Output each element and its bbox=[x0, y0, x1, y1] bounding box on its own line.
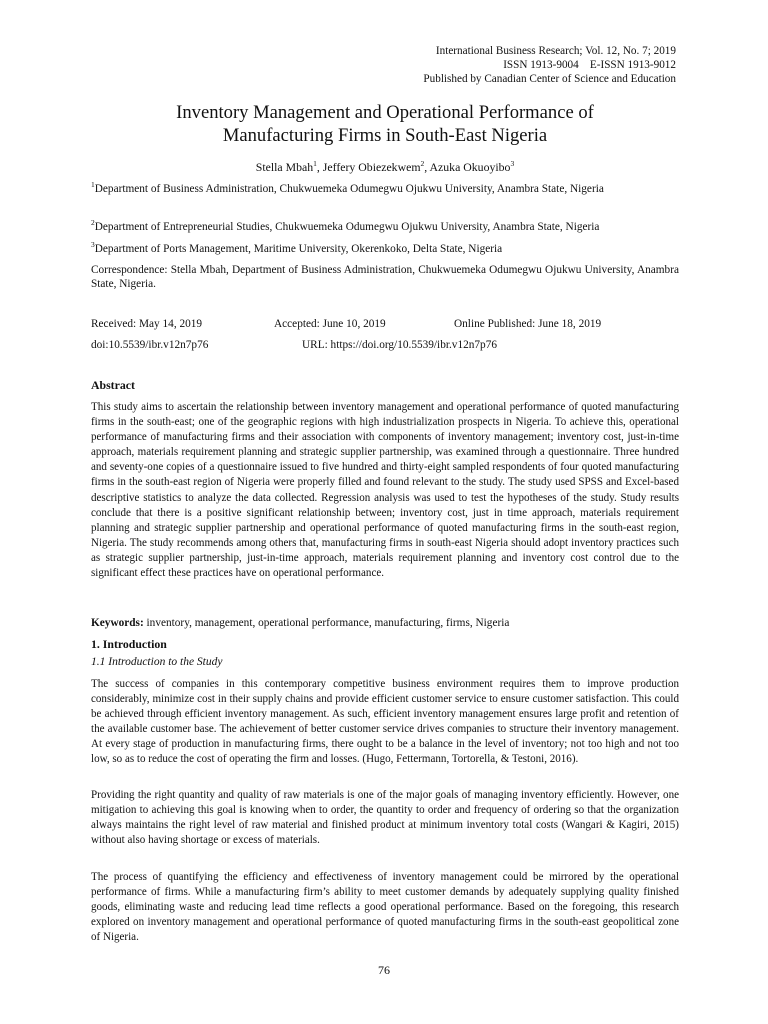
affiliation-3-num: 3 bbox=[91, 240, 95, 250]
page-number: 76 bbox=[378, 963, 390, 977]
author-2: , Jeffery Obiezekwem bbox=[316, 160, 421, 174]
journal-header bbox=[423, 44, 676, 86]
correspondence: Correspondence: Stella Mbah, Department of Business Administration, Chukwuemeka Odumegwu Ojukwu University, Anambra State, Nigeria. bbox=[91, 264, 679, 290]
title-line-2: Manufacturing Firms in South-East Nigeria bbox=[222, 125, 548, 146]
section-1-1-heading: 1.1 Introduction to the Study bbox=[91, 656, 223, 668]
keywords-text: inventory, management, operational performance, manufacturing, firms, Nigeria bbox=[143, 617, 510, 629]
affiliation-1-num: 1 bbox=[91, 180, 95, 190]
author-3: , Azuka Okuoyibo bbox=[424, 160, 511, 174]
affiliation-3 bbox=[91, 242, 679, 256]
intro-paragraph-1: The success of companies in this contemporary competitive business environment requires them to improve production considerably, minimize cost in their supply chains and provide efficient customer service to ensure customer satisfaction. This could be achieved through efficient inventory management. As such, efficient inventory management ensures large profit and retention of the available customer base. The achievement of better customer service drives companies to structure their inventory management. At every stage of production in manufacturing firms, there ought to be a balance in the level of inventory; not too high and not too low, so as to reduce the cost of operating the firm and losses. (Hugo, Fettermann, Tortorella, & Testoni, 2016). bbox=[91, 678, 679, 766]
online-date: Online Published: June 18, 2019 bbox=[454, 318, 602, 330]
paper-title bbox=[91, 101, 679, 147]
author-3-affil: 3 bbox=[510, 159, 515, 169]
author-list bbox=[91, 160, 679, 175]
author-1-affil: 1 bbox=[313, 159, 317, 169]
accepted-date: Accepted: June 10, 2019 bbox=[274, 318, 386, 330]
affiliation-2-num: 2 bbox=[91, 218, 95, 228]
abstract-text: This study aims to ascertain the relationship between inventory management and operational performance of quoted manufacturing firms in the south-east; one of the geographic regions with high industrialization prospects in Nigeria. To achieve this, operational performance of manufacturing firms and their association with components of inventory management; inventory cost, just-in-time approach, materials requirement planning and strategic supplier partnership, was examined through a questionnaire. Three hundred and seventy-one copies of a questionnaire issued to five hundred and thirty-eight sampled respondents of four quoted manufacturing firms in the south-east region of Nigeria were properly filled and found relevant to the study. The study used SPSS and Excel-based descriptive statistics to analyze the data collected. Regression analysis was used to test the hypotheses of the study. Study results conclude that there is a positive significant relationship between; inventory cost, just in time approach, materials requirement planning and strategic supplier partnership and operational performance of quoted manufacturing firms in the south-east region, Nigeria. The study recommends among others that, manufacturing firms in south-east Nigeria should adopt inventory practices such as strategic supplier partnership, just-in-time approach, materials requirement planning and inventory cost control due to the significant effect these practices have on operational performance. bbox=[91, 401, 679, 580]
title-line-1: Inventory Management and Operational Performance of bbox=[176, 102, 594, 123]
affiliation-3-text: Department of Ports Management, Maritime University, Okerenkoko, Delta State, Nigeria bbox=[94, 243, 503, 255]
affiliation-2-text: Department of Entrepreneurial Studies, Chukwuemeka Odumegwu Ojukwu University, Anambra State, Nigeria bbox=[94, 221, 600, 233]
affiliation-1 bbox=[91, 182, 679, 196]
keywords bbox=[91, 617, 679, 629]
doi[interactable]: doi:10.5539/ibr.v12n7p76 bbox=[91, 339, 209, 351]
doi-url[interactable]: URL: https://doi.org/10.5539/ibr.v12n7p76 bbox=[302, 339, 497, 351]
journal-line: International Business Research; Vol. 12, No. 7; 2019 bbox=[435, 45, 676, 57]
publisher-line: Published by Canadian Center of Science and Education bbox=[423, 73, 676, 85]
section-1-heading: 1. Introduction bbox=[91, 637, 167, 651]
author-2-affil: 2 bbox=[420, 159, 425, 169]
affiliation-2 bbox=[91, 220, 679, 234]
received-date: Received: May 14, 2019 bbox=[91, 318, 203, 330]
intro-paragraph-2: Providing the right quantity and quality of raw materials is one of the major goals of managing inventory efficiently. However, one mitigation to achieving this goal is knowing when to order, the quantity to order and frequency of ordering so that the organization always maintains the right level of raw material and finished product at minimum inventory total costs (Wangari & Kagiri, 2015) without also having shortage or excess of materials. bbox=[91, 789, 679, 847]
keywords-label: Keywords: bbox=[91, 617, 144, 629]
author-1: Stella Mbah bbox=[255, 160, 314, 174]
issn-line: ISSN 1913-9004 E-ISSN 1913-9012 bbox=[503, 59, 676, 71]
intro-paragraph-3: The process of quantifying the efficiency and effectiveness of inventory management could be mirrored by the operational performance of firms. While a manufacturing firm’s ability to meet customer demands by adequately supplying quality finished goods, eliminating waste and reducing lead time reflects a good operational performance. Based on the foregoing, this research explored on inventory management and operational performance of quoted manufacturing firms in the south-east geopolitical zone of Nigeria. bbox=[91, 871, 679, 944]
affiliation-1-text: Department of Business Administration, Chukwuemeka Odumegwu Ojukwu University, Anambra State, Nigeria bbox=[94, 183, 604, 195]
abstract-heading: Abstract bbox=[91, 378, 135, 392]
